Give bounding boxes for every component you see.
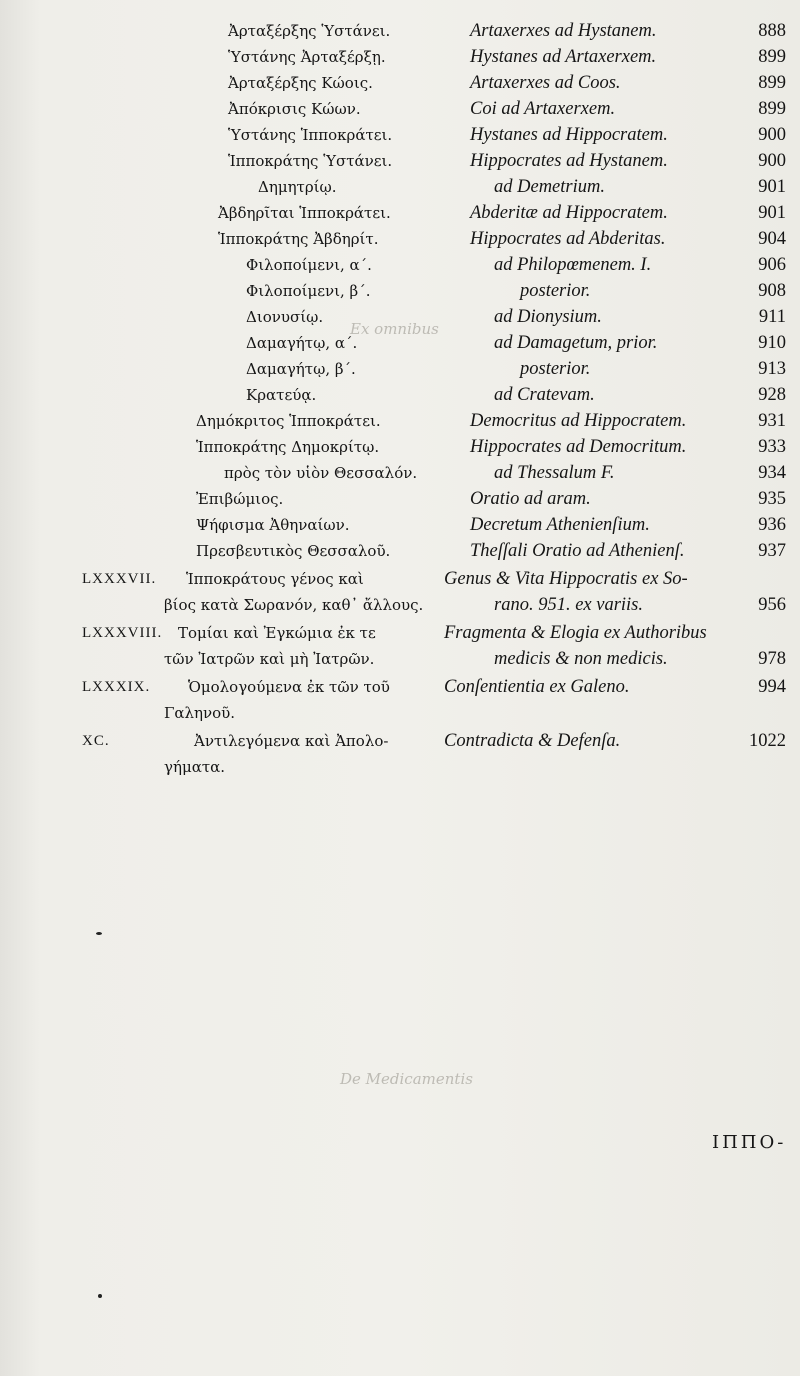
page-number: 899 <box>758 99 786 119</box>
page-number: 899 <box>758 47 786 67</box>
latin-title: Genus & Vita Hippocratis ex So- <box>444 569 688 589</box>
latin-title: ad Demetrium. <box>494 177 605 197</box>
greek-title: Ἀπόκρισις Κώων. <box>228 100 361 118</box>
latin-title: Contradicta & Defenſa. <box>444 731 621 751</box>
greek-title: Κρατεύᾳ. <box>246 386 317 404</box>
greek-title: Φιλοποίμενι, α΄. <box>246 256 372 274</box>
page-number: 900 <box>758 151 786 171</box>
index-entry <box>0 44 800 70</box>
latin-title: ad Thessalum F. <box>494 463 615 483</box>
index-entry <box>0 304 800 330</box>
catchword: ΙΠΠΟ- <box>712 1132 787 1153</box>
greek-title: Ἀρταξέρξης Κώοις. <box>228 74 373 92</box>
page-number: 937 <box>758 541 786 561</box>
latin-title: Artaxerxes ad Hystanem. <box>470 21 657 41</box>
latin-title: Hippocrates ad Hystanem. <box>470 151 668 171</box>
page-number: 899 <box>758 73 786 93</box>
greek-title: γήματα. <box>164 758 226 776</box>
page-number: 935 <box>758 489 786 509</box>
index-entry <box>0 226 800 252</box>
greek-title: πρὸς τὸν υἱὸν Θεσσαλόν. <box>224 464 418 482</box>
page-number: 910 <box>758 333 786 353</box>
greek-title: τῶν Ἰατρῶν καὶ μὴ Ἰατρῶν. <box>164 650 375 668</box>
section-number: XC. <box>82 733 110 749</box>
greek-title: Ἱπποκράτης Ὑστάνει. <box>228 152 393 170</box>
section-entry-continued <box>0 592 800 618</box>
page-number: 931 <box>758 411 786 431</box>
greek-title: Ψήφισμα Ἀθηναίων. <box>196 516 350 534</box>
latin-title: Conſentientia ex Galeno. <box>444 677 630 697</box>
greek-title: Ἱπποκράτης Δημοκρίτῳ. <box>196 438 380 456</box>
page-number: 900 <box>758 125 786 145</box>
bleed-through-text: Ex omnibus <box>350 320 439 338</box>
index-entry <box>0 148 800 174</box>
page-number: 1022 <box>749 731 786 751</box>
greek-title: Ἀντιλεγόμενα καὶ Ἀπολο- <box>194 732 389 750</box>
latin-title: rano. 951. ex variis. <box>494 595 644 615</box>
index-entry <box>0 200 800 226</box>
page-number: 904 <box>758 229 786 249</box>
index-entry <box>0 512 800 538</box>
greek-title: Δημόκριτος Ἱπποκράτει. <box>196 412 381 430</box>
latin-title: ad Philopœmenem. I. <box>494 255 652 275</box>
greek-title: Φιλοποίμενι, β΄. <box>246 282 371 300</box>
latin-title: Coi ad Artaxerxem. <box>470 99 616 119</box>
index-entry <box>0 70 800 96</box>
latin-title: Theſſali Oratio ad Athenienſ. <box>470 541 685 561</box>
greek-title: Ἱπποκράτης Ἀβδηρίτ. <box>218 230 379 248</box>
index-entry <box>0 174 800 200</box>
latin-title: ad Cratevam. <box>494 385 595 405</box>
latin-title: Artaxerxes ad Coos. <box>470 73 621 93</box>
greek-title: Ὁμολογούμενα ἐκ τῶν τοῦ <box>188 678 390 696</box>
page-number: 901 <box>758 177 786 197</box>
index-entry <box>0 96 800 122</box>
page-number: 936 <box>758 515 786 535</box>
greek-title: Ἀβδηρῖται Ἱπποκράτει. <box>218 204 391 222</box>
greek-title: Ἀρταξέρξης Ὑστάνει. <box>228 22 391 40</box>
ink-speck <box>96 932 102 935</box>
section-number: LXXXIX. <box>82 679 151 695</box>
page-number: 934 <box>758 463 786 483</box>
section-entry <box>0 674 800 700</box>
page-number: 994 <box>758 677 786 697</box>
index-entry <box>0 538 800 564</box>
latin-title: posterior. <box>520 281 591 301</box>
index-entry <box>0 330 800 356</box>
page-number: 911 <box>758 307 786 327</box>
latin-title: Hystanes ad Hippocratem. <box>470 125 668 145</box>
index-entry <box>0 252 800 278</box>
latin-title: ad Damagetum, prior. <box>494 333 658 353</box>
page-number: 913 <box>758 359 786 379</box>
greek-title: Ὑστάνης Ἱπποκράτει. <box>228 126 393 144</box>
page-number: 888 <box>758 21 786 41</box>
page-number: 933 <box>758 437 786 457</box>
section-entry <box>0 620 800 646</box>
section-entry <box>0 566 800 592</box>
page-number: 928 <box>758 385 786 405</box>
greek-title: Ὑστάνης Ἀρταξέρξῃ. <box>228 48 386 66</box>
greek-title: Γαληνοῦ. <box>164 704 236 722</box>
latin-title: Hystanes ad Artaxerxem. <box>470 47 657 67</box>
index-entry <box>0 382 800 408</box>
section-number: LXXXVIII. <box>82 625 163 641</box>
index-entry <box>0 434 800 460</box>
greek-title: βίος κατὰ Σωρανόν, καθ᾽ ἄλλους. <box>164 596 424 614</box>
latin-title: Hippocrates ad Abderitas. <box>470 229 666 249</box>
greek-title: Πρεσβευτικὸς Θεσσαλοῦ. <box>196 542 391 560</box>
latin-title: Hippocrates ad Democritum. <box>470 437 687 457</box>
greek-title: Ἐπιβώμιος. <box>196 490 284 508</box>
section-entry-continued <box>0 646 800 672</box>
section-entry-continued <box>0 754 800 780</box>
page-number: 901 <box>758 203 786 223</box>
latin-title: medicis & non medicis. <box>494 649 668 669</box>
page-number: 906 <box>758 255 786 275</box>
latin-title: Decretum Athenienſium. <box>470 515 650 535</box>
index-entry <box>0 486 800 512</box>
greek-title: Ἱπποκράτους γένος καὶ <box>186 570 364 588</box>
latin-title: ad Dionysium. <box>494 307 602 327</box>
index-entry <box>0 408 800 434</box>
section-number: LXXXVII. <box>82 571 157 587</box>
index-entry <box>0 278 800 304</box>
greek-title: Τομίαι καὶ Ἐγκώμια ἐκ τε <box>178 624 376 642</box>
index-entry <box>0 460 800 486</box>
index-entry <box>0 122 800 148</box>
index-entry <box>0 18 800 44</box>
latin-title: Abderitæ ad Hippocratem. <box>470 203 668 223</box>
latin-title: Fragmenta & Elogia ex Authoribus <box>444 623 707 643</box>
latin-title: Democritus ad Hippocratem. <box>470 411 687 431</box>
ink-speck <box>98 1294 102 1298</box>
greek-title: Δημητρίῳ. <box>258 178 337 196</box>
greek-title: Δαμαγήτῳ, β΄. <box>246 360 356 378</box>
page-number: 978 <box>758 649 786 669</box>
page-number: 956 <box>758 595 786 615</box>
bleed-through-text: De Medicamentis <box>340 1070 473 1088</box>
greek-title: Δαμαγήτῳ, α΄. <box>246 334 358 352</box>
greek-title: Διονυσίῳ. <box>246 308 324 326</box>
section-entry-continued <box>0 700 800 726</box>
latin-title: Oratio ad aram. <box>470 489 591 509</box>
page-number: 908 <box>758 281 786 301</box>
section-entry <box>0 728 800 754</box>
latin-title: posterior. <box>520 359 591 379</box>
index-entry <box>0 356 800 382</box>
